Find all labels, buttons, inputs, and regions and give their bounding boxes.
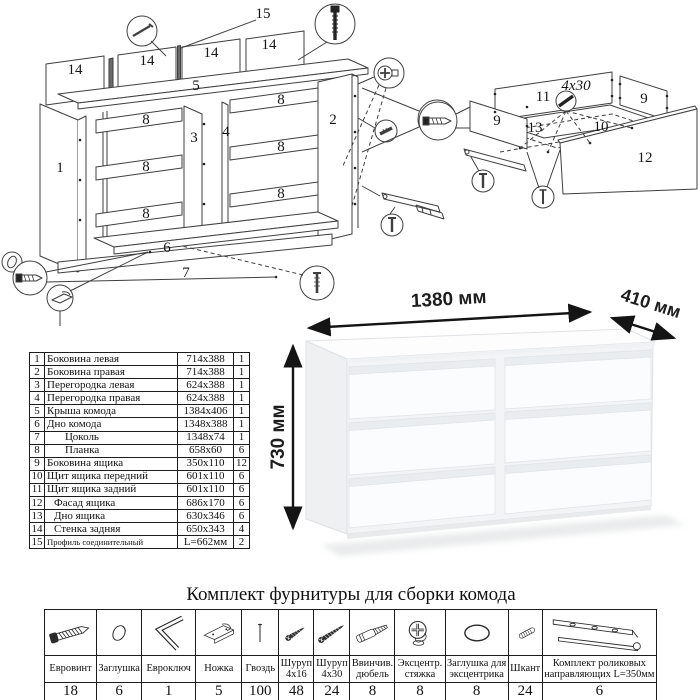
part-number: 3: [30, 379, 45, 392]
part-number-label: 11: [535, 89, 551, 105]
part-name: Дно ящика: [45, 510, 178, 523]
exploded-cabinet-diagram: [2, 4, 456, 326]
hardware-item-qty: 6: [97, 683, 142, 700]
part-name: Фасад ящика: [45, 497, 178, 510]
part-size: 1384x406: [178, 405, 234, 418]
hardware-item-qty: 18: [45, 683, 97, 700]
part-number: 2: [30, 366, 45, 379]
width-dimension-label: 1380 мм: [410, 286, 488, 313]
part-size: 601x110: [178, 470, 234, 483]
part-number: 6: [30, 418, 45, 431]
part-qty: 1: [234, 405, 250, 418]
part-size: 1348x388: [178, 418, 234, 431]
part-number: 11: [30, 483, 45, 496]
hardware-icon-cell: [97, 610, 142, 656]
part-number-label: 14: [67, 62, 83, 78]
callout-nail-drawer: [527, 150, 560, 208]
hardware-item-name: Шуруп 4x30: [314, 656, 350, 683]
part-number: 5: [30, 405, 45, 418]
part-number-label: 9: [493, 113, 501, 129]
part-qty: 1: [234, 431, 250, 444]
part-name: Перегородка правая: [45, 392, 178, 405]
euro-screw-icon: [46, 611, 96, 655]
cap-icon: [98, 611, 140, 655]
part-number-label: 9: [640, 91, 648, 107]
part-size: 630x346: [178, 510, 234, 523]
hardware-title: Комплект фурнитуры для сборки комода: [186, 584, 516, 605]
part-size: 624x388: [178, 379, 234, 392]
part-number-label: 4x30: [561, 78, 591, 94]
screw-4x30-icon: [314, 611, 350, 655]
callout-euro-screw-drawer: [419, 102, 470, 140]
exploded-drawer-diagram: [416, 72, 697, 219]
part-name: Боковина левая: [45, 353, 178, 366]
part-size: 624x388: [178, 392, 234, 405]
table-row: [30, 379, 250, 392]
part-number-label: 8: [142, 112, 150, 128]
hardware-item-qty: 24: [508, 683, 542, 700]
hardware-icon-cell: [445, 610, 508, 656]
drawer-rail: [464, 149, 526, 192]
part-number-label: 14: [261, 37, 277, 53]
part-number-label: 14: [139, 53, 155, 69]
part-number: 4: [30, 392, 45, 405]
part-number-label: 8: [142, 159, 150, 175]
screw-4x16-icon: [279, 611, 313, 655]
hardware-item-name: Шуруп 4x16: [279, 656, 314, 683]
part-size: 1348x74: [178, 431, 234, 444]
hardware-item-qty: 24: [314, 683, 350, 700]
table-row: [30, 392, 250, 405]
table-row: [30, 523, 250, 536]
part-number-label: 8: [142, 206, 150, 222]
part-number: 13: [31, 509, 43, 522]
table-row: [30, 483, 250, 496]
part-qty: 2: [234, 536, 250, 549]
table-row: [30, 353, 250, 366]
foot-icon: [197, 611, 241, 655]
hardware-item-name: Ножка: [196, 656, 242, 683]
hardware-icon-cell: [242, 610, 279, 656]
part-qty: 1: [234, 418, 250, 431]
hardware-icon-cell: [350, 610, 395, 656]
table-row: [30, 418, 250, 431]
hardware-icon-cell: [45, 610, 97, 656]
part-name: Стенка задняя: [45, 523, 178, 536]
callout-dowel: [358, 118, 397, 142]
part-size: 650x343: [178, 523, 234, 536]
table-row: [30, 431, 250, 444]
hardware-icon-cell: [395, 610, 445, 656]
cam-cap-icon: [451, 611, 503, 655]
roller-rails-icon: [545, 611, 653, 655]
part-name: Щит ящика задний: [45, 483, 178, 496]
hardware-item-name: Заглушка для эксцентрика: [445, 656, 508, 683]
planks: [96, 88, 318, 227]
hardware-item-qty: 6: [542, 683, 656, 700]
part-name: Боковина правая: [45, 366, 178, 379]
table-row: [45, 610, 657, 656]
part-number: 14: [31, 522, 43, 535]
part-name: Планка: [45, 444, 178, 457]
hardware-item-name: Ввинчив. дюбель: [350, 656, 395, 683]
hardware-item-name: Евроключ: [142, 656, 196, 683]
part-number-label: 15: [255, 6, 271, 22]
part-number: 12: [31, 496, 43, 509]
hardware-item-qty: 8: [445, 683, 508, 700]
part-size: L=662мм: [178, 536, 234, 549]
hardware-section: [44, 584, 658, 700]
hardware-icon-cell: [142, 610, 196, 656]
part-number: 15: [31, 535, 43, 548]
hardware-item-name: Эксцентр. стяжка: [395, 656, 445, 683]
parts-table: [29, 352, 250, 549]
part-number-label: 8: [277, 186, 285, 202]
table-row: [30, 470, 250, 483]
table-row: [45, 656, 657, 683]
part-number-label: 1: [56, 160, 64, 176]
part-number-label: 2: [329, 112, 337, 128]
dowel-icon: [509, 611, 545, 655]
hardware-table: [44, 609, 657, 700]
callout-euro-screw-top: [298, 4, 355, 60]
table-row: [30, 366, 250, 379]
part-number-label: 14: [203, 45, 219, 61]
part-number-label: 8: [277, 139, 285, 155]
part-number-label: 6: [163, 240, 171, 256]
part-name: Перегородка левая: [45, 379, 178, 392]
callout-nail: [127, 16, 166, 56]
hardware-item-name: Гвоздь: [242, 656, 279, 683]
hardware-item-qty: 5: [196, 683, 242, 700]
part-number: 1: [30, 353, 45, 366]
hardware-item-qty: 1: [142, 683, 196, 700]
hardware-icon-cell: [196, 610, 242, 656]
hardware-item-name: Шкант: [508, 656, 542, 683]
part-number-label: 12: [637, 150, 653, 166]
table-row: [30, 444, 250, 457]
part-number: 8: [30, 444, 45, 457]
table-row: [30, 510, 250, 523]
part-qty: 6: [234, 510, 250, 523]
part-qty: 1: [234, 366, 250, 379]
part-size: 658x60: [178, 444, 234, 457]
height-dimension-label: 730 мм: [268, 404, 289, 470]
part-size: 714x388: [178, 366, 234, 379]
table-row: [30, 457, 250, 470]
part-number: 10: [31, 470, 43, 483]
part-qty: 12: [234, 457, 250, 470]
left-side-panel: [40, 104, 86, 272]
hardware-item-qty: 8: [350, 683, 395, 700]
part-qty: 1: [234, 392, 250, 405]
hardware-item-qty: 100: [242, 683, 279, 700]
part-number-label: 3: [190, 130, 198, 146]
screw-dowel-icon: [350, 611, 394, 655]
part-name: Щит ящика передний: [45, 470, 178, 483]
part-name: Крыша комода: [45, 405, 178, 418]
hardware-icon-cell: [542, 610, 656, 656]
part-number: 9: [30, 457, 45, 470]
part-qty: 6: [234, 497, 250, 510]
cam-lock-icon: [397, 611, 443, 655]
parts-table-body: [30, 353, 250, 549]
table-row: [30, 497, 250, 510]
hex-key-icon: [144, 611, 194, 655]
drawer-rail: [362, 186, 440, 236]
part-number-label: 8: [277, 92, 285, 108]
hardware-item-qty: 8: [395, 683, 445, 700]
part-name: Дно комода: [45, 418, 178, 431]
hardware-item-name: Заглушка: [97, 656, 142, 683]
part-number: 7: [30, 431, 45, 444]
part-qty: 1: [234, 379, 250, 392]
part-qty: 6: [234, 444, 250, 457]
table-row: [30, 536, 250, 549]
hardware-icon-cell: [279, 610, 314, 656]
hardware-item-qty: 48: [279, 683, 314, 700]
part-qty: 6: [234, 470, 250, 483]
part-number-label: 13: [527, 120, 543, 136]
nail-icon: [245, 611, 275, 655]
hardware-icon-cell: [508, 610, 542, 656]
part-size: 350x110: [178, 457, 234, 470]
width-dimension-arrow: [309, 312, 590, 328]
table-row: [30, 405, 250, 418]
hardware-item-name: Комплект роликовых направляющих L=350мм: [542, 656, 656, 683]
depth-dimension-label: 410 мм: [618, 284, 684, 323]
part-qty: 4: [234, 523, 250, 536]
hardware-icon-cell: [314, 610, 350, 656]
part-size: 714x388: [178, 353, 234, 366]
part-number-label: 5: [192, 78, 200, 94]
part-name: Боковина ящика: [45, 457, 178, 470]
part-number-label: 10: [593, 119, 609, 135]
part-name: Профиль соединительный: [45, 536, 178, 549]
part-qty: 6: [234, 483, 250, 496]
part-qty: 1: [234, 353, 250, 366]
part-size: 686x170: [178, 497, 234, 510]
part-size: 601x110: [178, 483, 234, 496]
part-number-label: 7: [182, 265, 190, 281]
part-name: Цоколь: [45, 431, 178, 444]
table-row: [45, 683, 657, 700]
dresser-illustration: [268, 284, 685, 556]
part-number-label: 4: [222, 124, 230, 140]
hardware-item-name: Евровинт: [45, 656, 97, 683]
